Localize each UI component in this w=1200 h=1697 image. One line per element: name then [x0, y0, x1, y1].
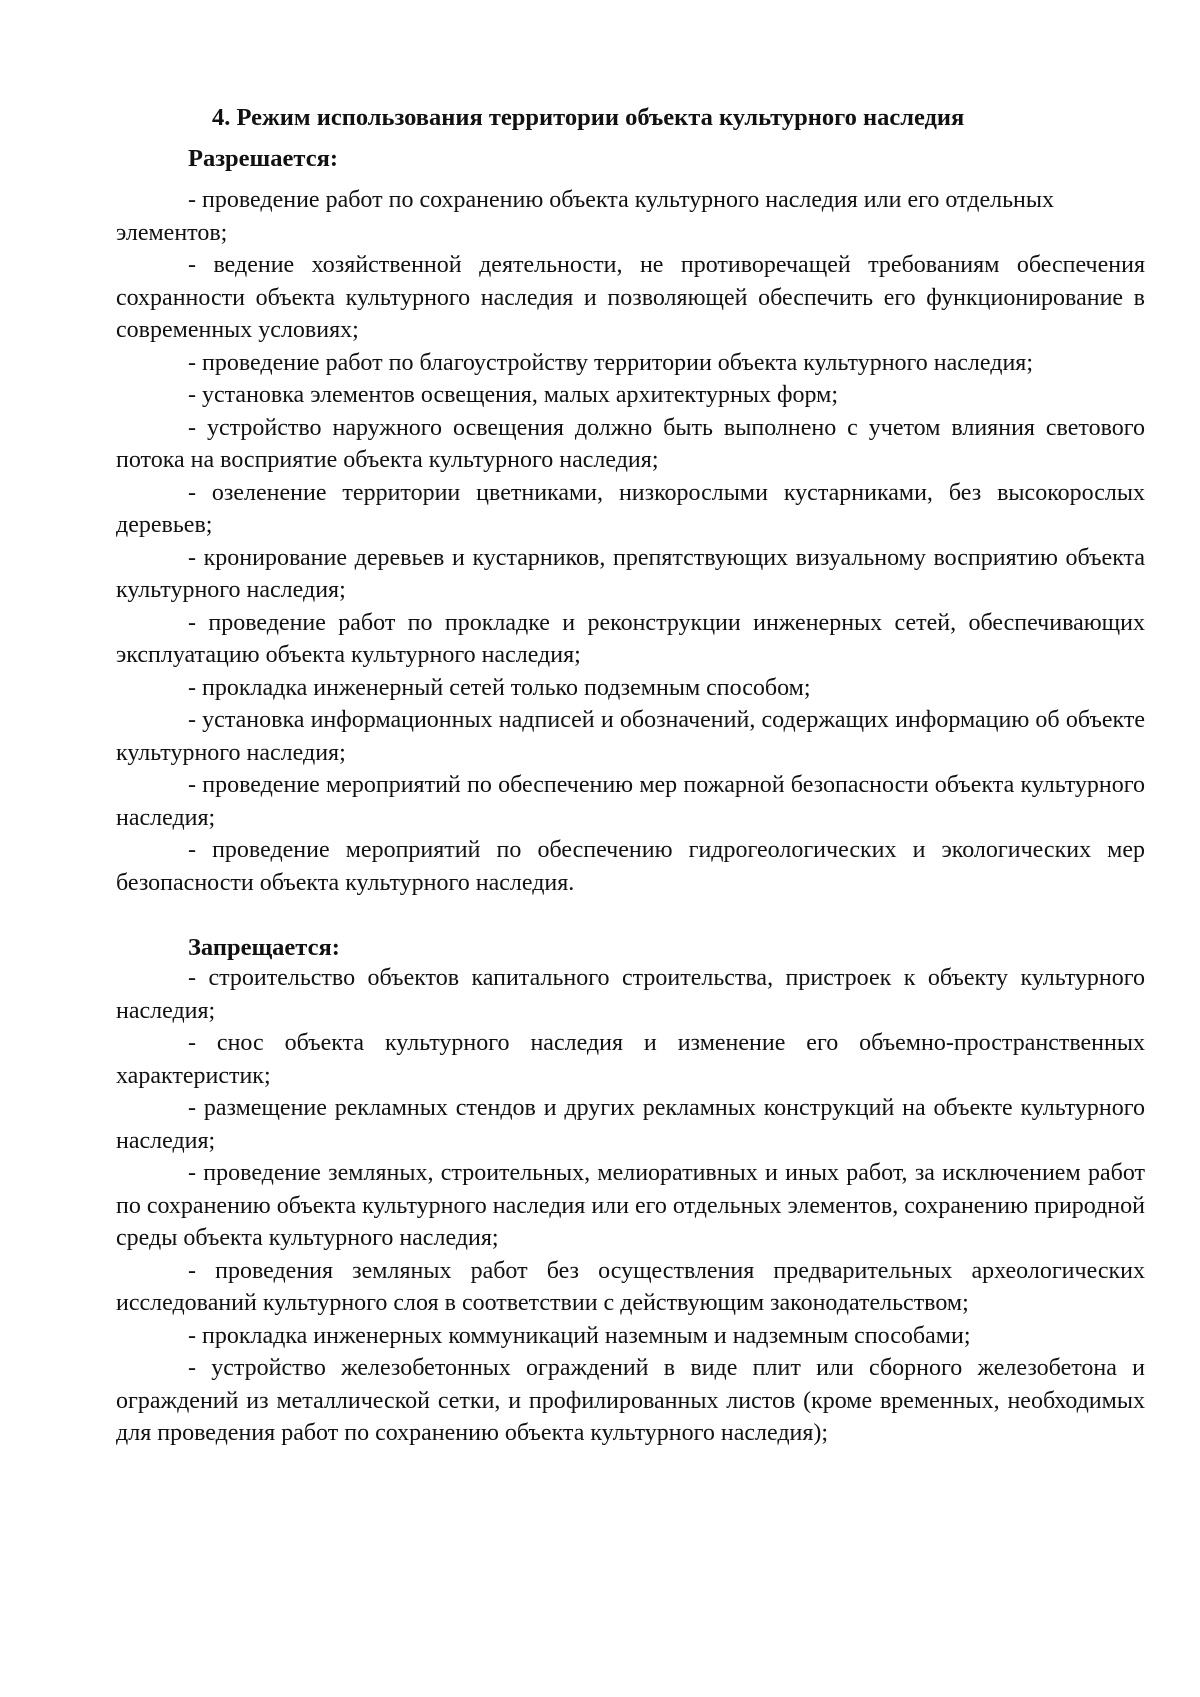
forbidden-item: - строительство объектов капитального строительства, пристроек к объекту культурного наследия;	[116, 965, 1145, 1024]
allowed-list	[116, 184, 1145, 899]
allowed-item: - проведение работ по сохранению объекта культурного наследия или его отдельных элементов;	[116, 187, 1054, 246]
forbidden-item: - устройство железобетонных ограждений в виде плит или сборного железобетона и ограждений из металлической сетки, и профилированных листов (кроме временных, необходимых для проведения работ по сохранению объекта культурного наследия);	[116, 1355, 1145, 1446]
allowed-item: - проведение работ по благоустройству территории объекта культурного наследия;	[188, 349, 1034, 376]
allowed-item: - ведение хозяйственной деятельности, не противоречащей требованиям обеспечения сохранности объекта культурного наследия и позволяющей обеспечить его функционирование в современных условиях;	[116, 252, 1145, 343]
forbidden-item: - проведение земляных, строительных, мелиоративных и иных работ, за исключением работ по сохранению объекта культурного наследия или его отдельных элементов, сохранению природной среды объекта культурного наследия;	[116, 1160, 1145, 1251]
forbidden-item: - прокладка инженерных коммуникаций наземным и надземным способами;	[188, 1322, 971, 1349]
allowed-heading: Разрешается:	[188, 145, 338, 172]
allowed-item: - озеленение территории цветниками, низкорослыми кустарниками, без высокорослых деревьев;	[116, 479, 1145, 538]
forbidden-item: - размещение рекламных стендов и других рекламных конструкций на объекте культурного наследия;	[116, 1095, 1145, 1154]
allowed-item: - проведение мероприятий по обеспечению мер пожарной безопасности объекта культурного наследия;	[116, 772, 1145, 831]
allowed-item: - устройство наружного освещения должно быть выполнено с учетом влияния светового потока на восприятие объекта культурного наследия;	[116, 414, 1145, 473]
allowed-item: - установка элементов освещения, малых архитектурных форм;	[188, 382, 838, 408]
document-title: 4. Режим использования территории объекта культурного наследия	[212, 104, 965, 131]
allowed-item: - прокладка инженерный сетей только подземным способом;	[188, 674, 811, 701]
allowed-item: - кронирование деревьев и кустарников, препятствующих визуальному восприятию объекта культурного наследия;	[116, 544, 1145, 603]
forbidden-item: - проведения земляных работ без осуществления предварительных археологических исследований культурного слоя в соответствии с действующим законодательством;	[116, 1257, 1145, 1316]
allowed-item: - проведение мероприятий по обеспечению гидрогеологических и экологических мер безопасности объекта культурного наследия.	[116, 837, 1145, 896]
allowed-item: - установка информационных надписей и обозначений, содержащих информацию об объекте культурного наследия;	[116, 707, 1145, 766]
forbidden-heading: Запрещается:	[188, 934, 340, 961]
forbidden-list	[116, 962, 1145, 1450]
allowed-item: - проведение работ по прокладке и реконструкции инженерных сетей, обеспечивающих эксплуатацию объекта культурного наследия;	[116, 609, 1145, 668]
forbidden-item: - снос объекта культурного наследия и изменение его объемно-пространственных характеристик;	[116, 1030, 1145, 1089]
